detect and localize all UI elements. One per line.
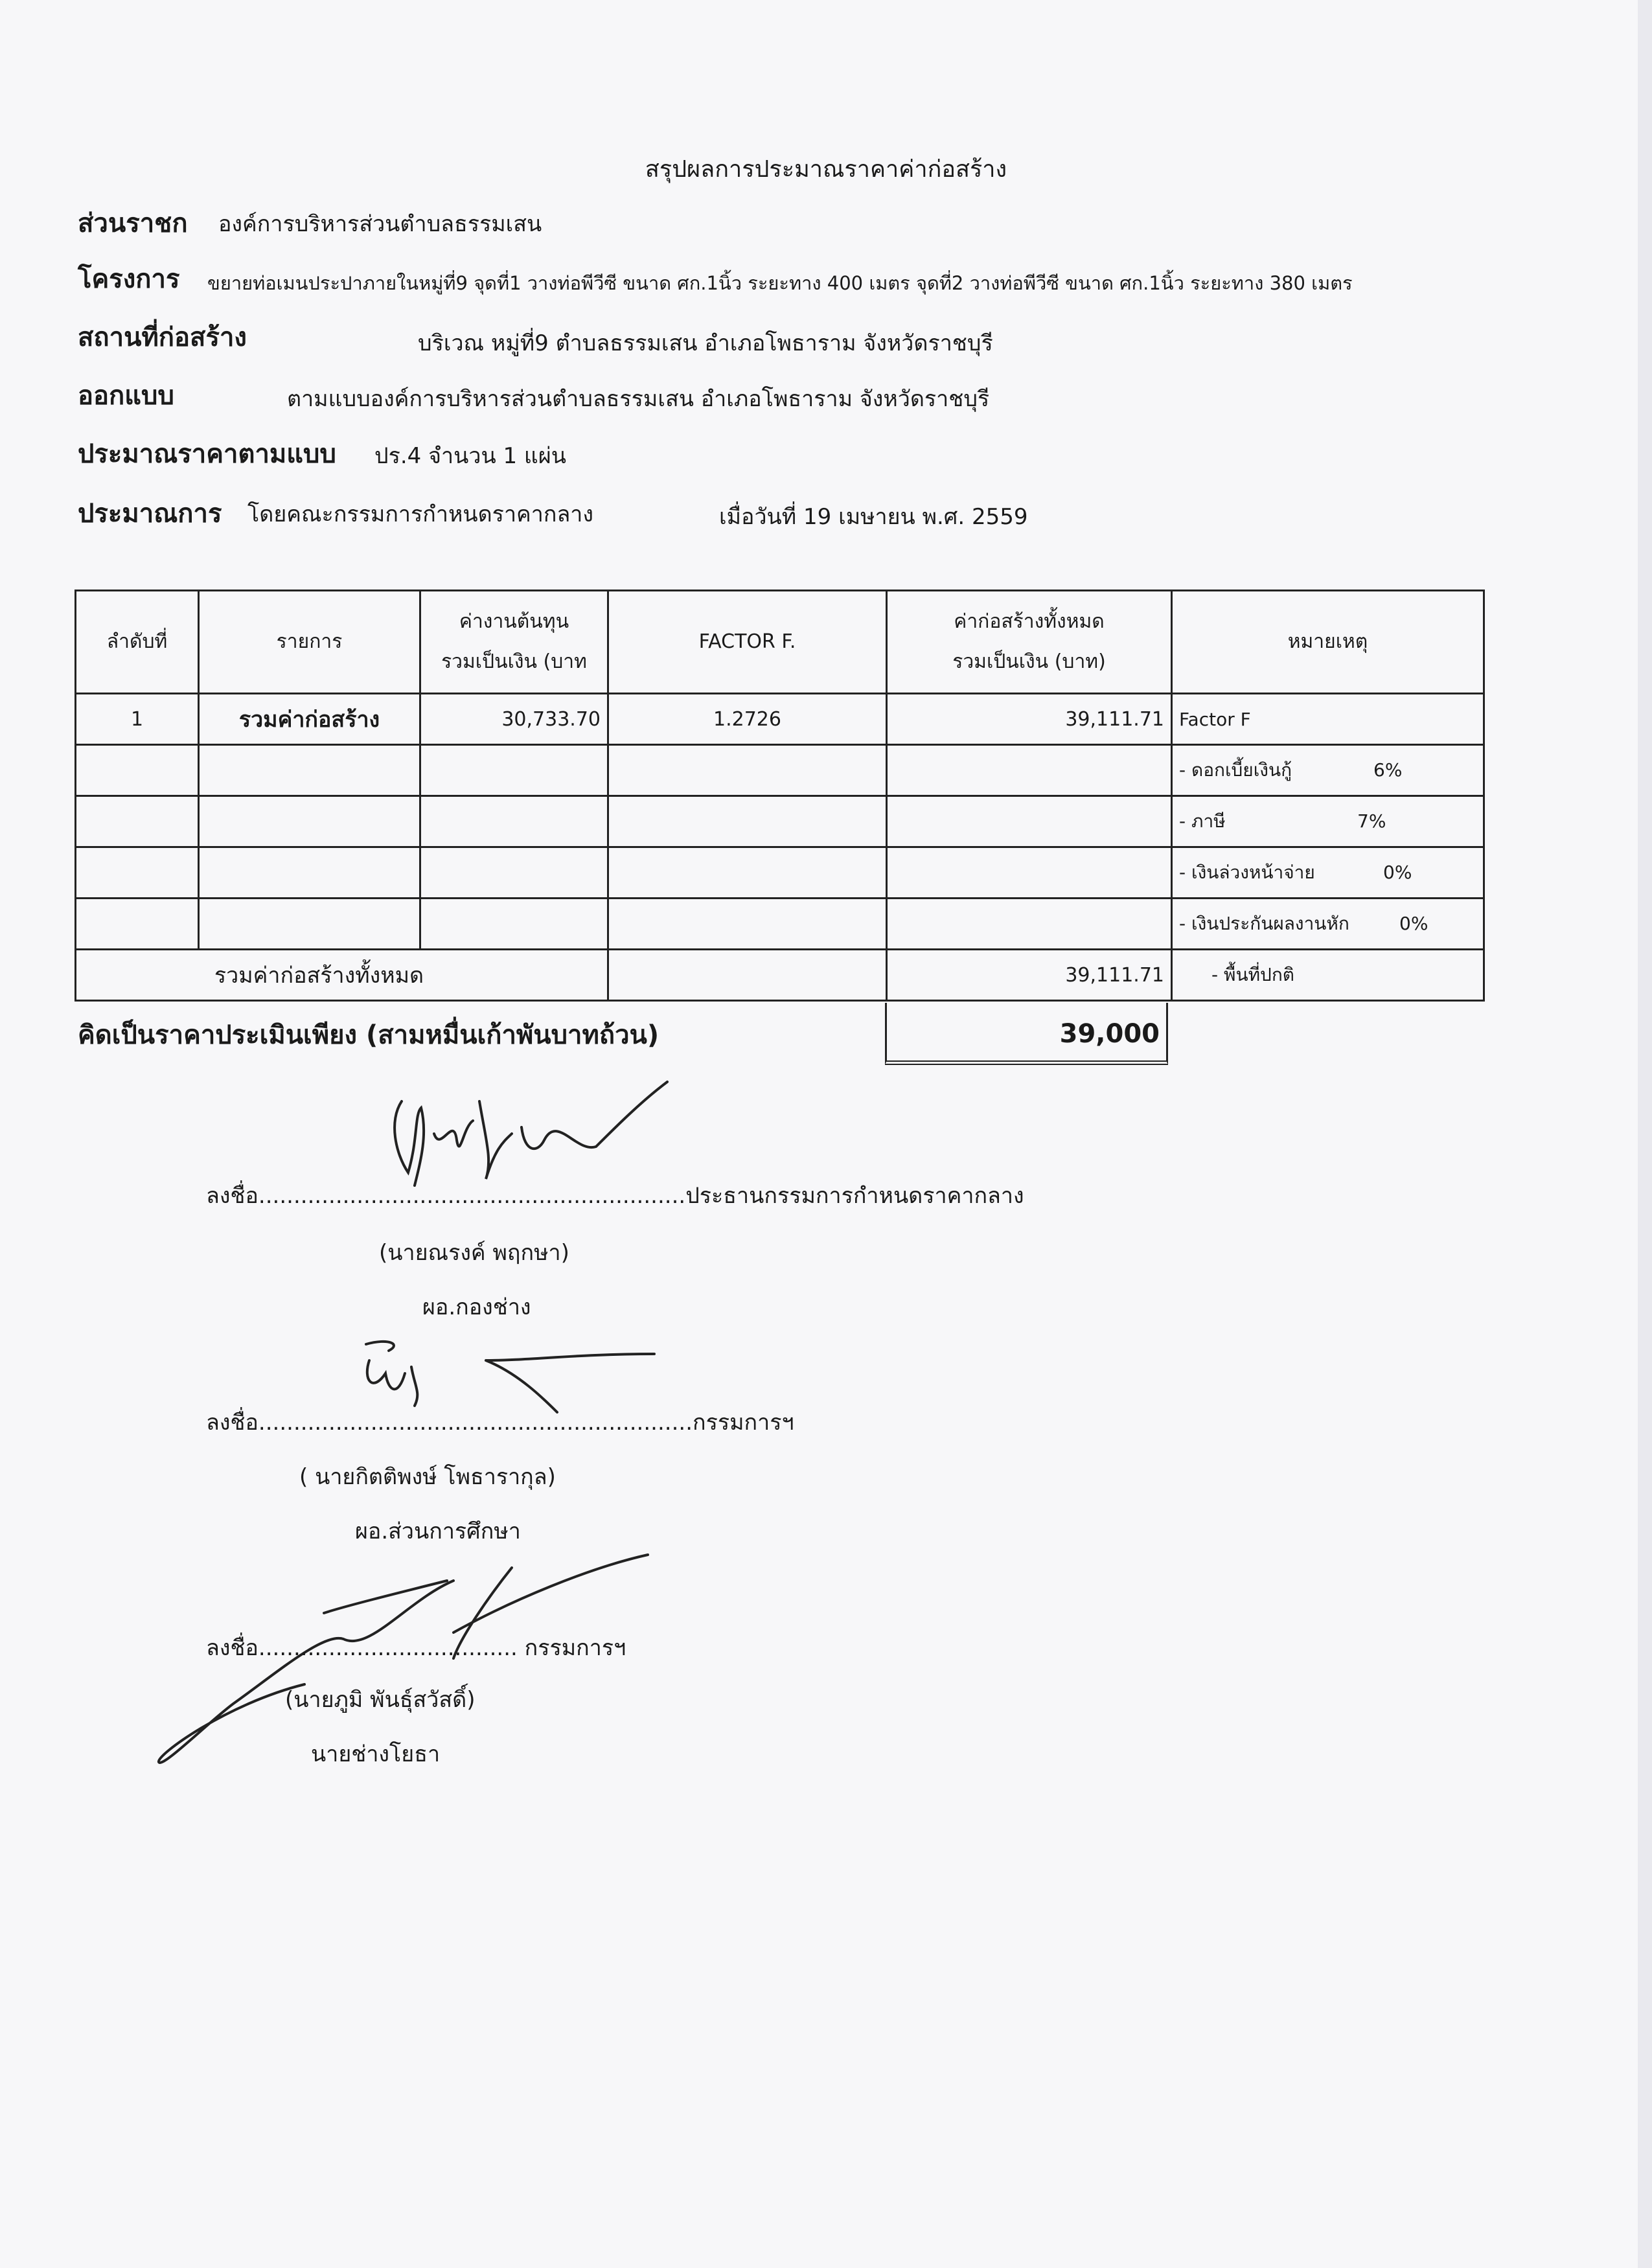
- note-tax-value: 7%: [1357, 810, 1386, 832]
- signature-1-line: ลงชื่อ.............................................................ประธานกรรมการกำหนดราคากลาง: [206, 1183, 1024, 1209]
- estimator-label: ประมาณการ: [78, 499, 222, 529]
- cell-factor: 1.2726: [608, 694, 887, 745]
- signature-1-position: ผอ.กองช่าง: [422, 1294, 531, 1320]
- estimator-value: โดยคณะกรรมการกำหนดราคากลาง: [247, 501, 593, 527]
- sum-label: รวมค่าก่อสร้างทั้งหมด: [76, 950, 608, 1001]
- header-total-line2: รวมเป็นเงิน (บาท): [952, 650, 1106, 673]
- signature-3-position: นายช่างโยธา: [311, 1741, 441, 1767]
- sum-value: 39,111.71: [887, 950, 1172, 1001]
- site-label: สถานที่ก่อสร้าง: [78, 323, 247, 352]
- cell-item: รวมค่าก่อสร้าง: [199, 694, 420, 745]
- agency-label: ส่วนราชก: [78, 209, 188, 238]
- note-advance-label: - เงินล่วงหน้าจ่าย: [1179, 862, 1315, 883]
- design-label: ออกแบบ: [78, 381, 174, 411]
- table-row: [76, 899, 1484, 950]
- note-advance: [1172, 847, 1484, 899]
- design-value: ตามแบบองค์การบริหารส่วนตำบลธรรมเสน อำเภอโพธาราม จังหวัดราชบุรี: [287, 386, 990, 412]
- estimate-date: เมื่อวันที่ 19 เมษายน พ.ศ. 2559: [719, 504, 1028, 530]
- estimate-label: ประมาณราคาตามแบบ: [78, 439, 336, 469]
- signature-2-position: ผอ.ส่วนการศึกษา: [355, 1518, 521, 1544]
- cell-cost: 30,733.70: [420, 694, 608, 745]
- note-interest: [1172, 745, 1484, 796]
- table-row: [76, 694, 1484, 745]
- signature-2-name: ( นายกิตติพงษ์ โพธารากุล): [299, 1464, 556, 1490]
- header-seq: ลำดับที่: [76, 591, 199, 694]
- signature-2-line: ลงชื่อ..............................................................กรรมการฯ: [206, 1410, 794, 1436]
- cost-summary-table: [75, 590, 1485, 1002]
- header-item: รายการ: [199, 591, 420, 694]
- table-row: [76, 847, 1484, 899]
- signature-3-line: ลงชื่อ..................................... กรรมการฯ: [206, 1635, 626, 1661]
- signature-1-name: (นายณรงค์ พฤกษา): [379, 1240, 569, 1266]
- header-factor: FACTOR F.: [608, 591, 887, 694]
- note-interest-value: 6%: [1373, 759, 1403, 781]
- header-total-line1: ค่าก่อสร้างทั้งหมด: [954, 610, 1105, 633]
- agency-value: องค์การบริหารส่วนตำบลธรรมเสน: [218, 211, 542, 237]
- table-row: [76, 796, 1484, 847]
- note-tax: [1172, 796, 1484, 847]
- cell-total: 39,111.71: [887, 694, 1172, 745]
- header-cost-line2: รวมเป็นเงิน (บาท: [441, 650, 587, 673]
- note-interest-label: - ดอกเบี้ยเงินกู้: [1179, 759, 1292, 781]
- cell-seq: 1: [76, 694, 199, 745]
- note-advance-value: 0%: [1383, 862, 1412, 883]
- project-label: โครงการ: [78, 264, 180, 294]
- sum-remark: - พื้นที่ปกติ: [1172, 950, 1484, 1001]
- conclusion-label: คิดเป็นราคาประเมินเพียง (สามหมื่นเก้าพันบาทถ้วน): [78, 1020, 660, 1050]
- note-guarantee-label: - เงินประกันผลงานหัก: [1179, 913, 1349, 934]
- doc-title: สรุปผลการประมาณราคาค่าก่อสร้าง: [645, 156, 1007, 183]
- site-value: บริเวณ หมู่ที่9 ตำบลธรรมเสน อำเภอโพธาราม จังหวัดราชบุรี: [418, 330, 993, 356]
- table-header-row: [76, 591, 1484, 694]
- note-guarantee-value: 0%: [1399, 913, 1428, 934]
- table-sum-row: [76, 950, 1484, 1001]
- project-value: ขยายท่อเมนประปาภายในหมู่ที่9 จุดที่1 วางท่อพีวีซี ขนาด ศก.1นิ้ว ระยะทาง 400 เมตร จุดที่2 วางท่อพีวีซี ขนาด ศก.1นิ้ว ระยะทาง 380 เมตร: [207, 272, 1353, 294]
- conclusion-value: 39,000: [885, 1003, 1168, 1065]
- header-total: [887, 591, 1172, 694]
- signature-3-name: (นายภูมิ พันธุ์สวัสดิ์): [285, 1687, 476, 1713]
- table-row: [76, 745, 1484, 796]
- header-remark: หมายเหตุ: [1172, 591, 1484, 694]
- header-cost: [420, 591, 608, 694]
- note-guarantee: [1172, 899, 1484, 950]
- note-tax-label: - ภาษี: [1179, 810, 1226, 832]
- header-cost-line1: ค่างานต้นทุน: [459, 610, 569, 633]
- estimate-value: ปร.4 จำนวน 1 แผ่น: [374, 443, 567, 469]
- page-edge: [1638, 0, 1652, 2268]
- cell-remark: Factor F: [1172, 694, 1484, 745]
